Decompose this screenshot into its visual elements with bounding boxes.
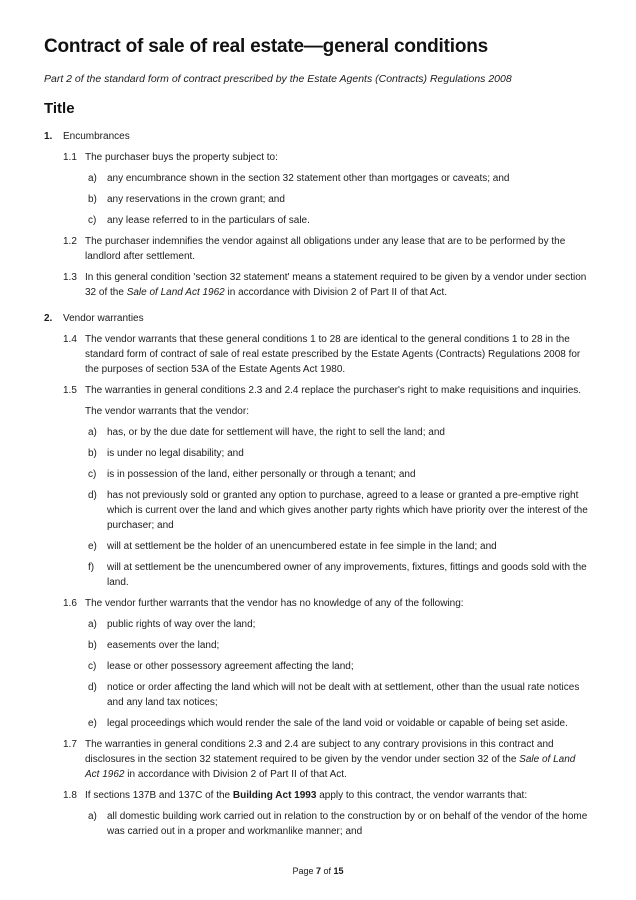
sub-item-c (88, 213, 592, 228)
sub-item-a-text: has, or by the due date for settlement will have, the right to sell the land; and (107, 426, 445, 438)
clause-paragraph-text: The vendor warrants that the vendor: (85, 405, 249, 417)
sub-item-c (88, 467, 592, 482)
sub-item-a (88, 425, 592, 440)
clause-1.4 (63, 332, 592, 377)
sub-item-a-text: public rights of way over the land; (107, 618, 256, 630)
clause-1.3 (63, 270, 592, 300)
clause-paragraph (85, 404, 592, 419)
sub-item-b-text: easements over the land; (107, 639, 220, 651)
sub-item-a-text: any encumbrance shown in the section 32 statement other than mortgages or caveats; and (107, 172, 510, 184)
sub-item-letter: b) (88, 447, 97, 459)
clause-number: 1.3 (63, 271, 77, 283)
sub-item-f-text: will at settlement be the unencumbered owner of any improvements, fixtures, fittings and goods sold with the land. (107, 561, 587, 588)
sub-item-a (88, 617, 592, 632)
section-1 (44, 129, 592, 300)
sub-item-letter: d) (88, 489, 97, 501)
clause-1.8-text: If sections 137B and 137C of the Building Act 1993 apply to this contract, the vendor warrants that: (85, 789, 528, 801)
clause-number: 1.7 (63, 738, 77, 750)
sub-item-letter: a) (88, 172, 97, 184)
sub-item-c-text: any lease referred to in the particulars of sale. (107, 214, 310, 226)
clause-1.3-text: In this general condition 'section 32 statement' means a statement required to be given by a vendor under section 32 of the Sale of Land Act 1962 in accordance with Division 2 of Part II of that Act. (85, 271, 587, 298)
sub-item-c (88, 659, 592, 674)
sub-item-letter: a) (88, 618, 97, 630)
section-2 (44, 311, 592, 839)
sub-item-letter: b) (88, 193, 97, 205)
clause-number: 1.6 (63, 597, 77, 609)
section-title: Vendor warranties (63, 312, 144, 324)
sub-item-b-text: is under no legal disability; and (107, 447, 244, 459)
clause-1.4-text: The vendor warrants that these general conditions 1 to 28 are identical to the general conditions 1 to 28 in the standard form of contract of sale of real estate prescribed by the Estate Agents (Contracts) Regulations 2008 for the purposes of section 53A of the Estate Agents Act 1980. (85, 333, 581, 375)
page-footer (0, 866, 636, 876)
sub-item-d (88, 488, 592, 533)
section-heading (44, 311, 592, 326)
section-number: 1. (44, 130, 53, 142)
document-sections (44, 129, 592, 839)
clause-1.6 (63, 596, 592, 611)
document-subtitle: Part 2 of the standard form of contract prescribed by the Estate Agents (Contracts) Regulations 2008 (44, 72, 512, 85)
footer-of-word: of (323, 866, 332, 876)
clause-number: 1.4 (63, 333, 77, 345)
sub-item-letter: e) (88, 540, 97, 552)
section-title: Encumbrances (63, 130, 130, 142)
sub-item-d (88, 680, 592, 710)
sub-item-b (88, 446, 592, 461)
clause-1.7-text: The warranties in general conditions 2.3 and 2.4 are subject to any contrary provisions in this contract and disclosures in the section 32 statement required to be given by the vendor under section 32 of the Sale of Land Act 1962 in accordance with Division 2 of Part II of that Act. (85, 738, 576, 780)
sub-item-d-text: notice or order affecting the land which will not be dealt with at settlement, other than the usual rate notices and any land tax notices; (107, 681, 580, 708)
clause-number: 1.5 (63, 384, 77, 396)
sub-item-b (88, 638, 592, 653)
sub-item-letter: b) (88, 639, 97, 651)
sub-item-a (88, 809, 592, 839)
footer-page-total: 15 (333, 866, 344, 876)
sub-item-letter: c) (88, 214, 97, 226)
sub-item-letter: c) (88, 468, 97, 480)
clause-1.1-text: The purchaser buys the property subject to: (85, 151, 278, 163)
sub-item-e (88, 539, 592, 554)
page-title: Contract of sale of real estate—general conditions (44, 36, 488, 57)
clause-1.5 (63, 383, 592, 398)
sub-item-letter: d) (88, 681, 97, 693)
sub-item-b-text: any reservations in the crown grant; and (107, 193, 285, 205)
sub-item-f (88, 560, 592, 590)
sub-item-letter: e) (88, 717, 97, 729)
clause-1.1 (63, 150, 592, 165)
clause-number: 1.2 (63, 235, 77, 247)
sub-item-a (88, 171, 592, 186)
clause-1.8 (63, 788, 592, 803)
footer-page-number: 7 (315, 866, 321, 876)
footer-page-word: Page (292, 866, 314, 876)
part-heading: Title (44, 99, 75, 117)
sub-item-c-text: lease or other possessory agreement affecting the land; (107, 660, 354, 672)
clause-number: 1.1 (63, 151, 77, 163)
clause-1.2-text: The purchaser indemnifies the vendor against all obligations under any lease that are to be performed by the landlord after settlement. (85, 235, 566, 262)
clause-1.6-text: The vendor further warrants that the vendor has no knowledge of any of the following: (85, 597, 464, 609)
sub-item-letter: a) (88, 810, 97, 822)
sub-item-d-text: has not previously sold or granted any option to purchase, agreed to a lease or granted a pre-emptive right which is current over the land and which gives another party rights which have priority over the interest of the purchaser; and (107, 489, 588, 531)
sub-item-letter: f) (88, 561, 95, 573)
section-heading (44, 129, 592, 144)
sub-item-b (88, 192, 592, 207)
sub-item-e (88, 716, 592, 731)
section-number: 2. (44, 312, 53, 324)
sub-item-e-text: legal proceedings which would render the sale of the land void or voidable or capable of being set aside. (107, 717, 568, 729)
clause-1.2 (63, 234, 592, 264)
clause-number: 1.8 (63, 789, 77, 801)
sub-item-a-text: all domestic building work carried out in relation to the construction by or on behalf of the vendor of the home was carried out in a proper and workmanlike manner; and (107, 810, 588, 837)
clause-1.5-text: The warranties in general conditions 2.3 and 2.4 replace the purchaser's right to make requisitions and inquiries. (85, 384, 582, 396)
sub-item-e-text: will at settlement be the holder of an unencumbered estate in fee simple in the land; and (107, 540, 497, 552)
clause-1.7 (63, 737, 592, 782)
sub-item-letter: a) (88, 426, 97, 438)
sub-item-c-text: is in possession of the land, either personally or through a tenant; and (107, 468, 416, 480)
sub-item-letter: c) (88, 660, 97, 672)
